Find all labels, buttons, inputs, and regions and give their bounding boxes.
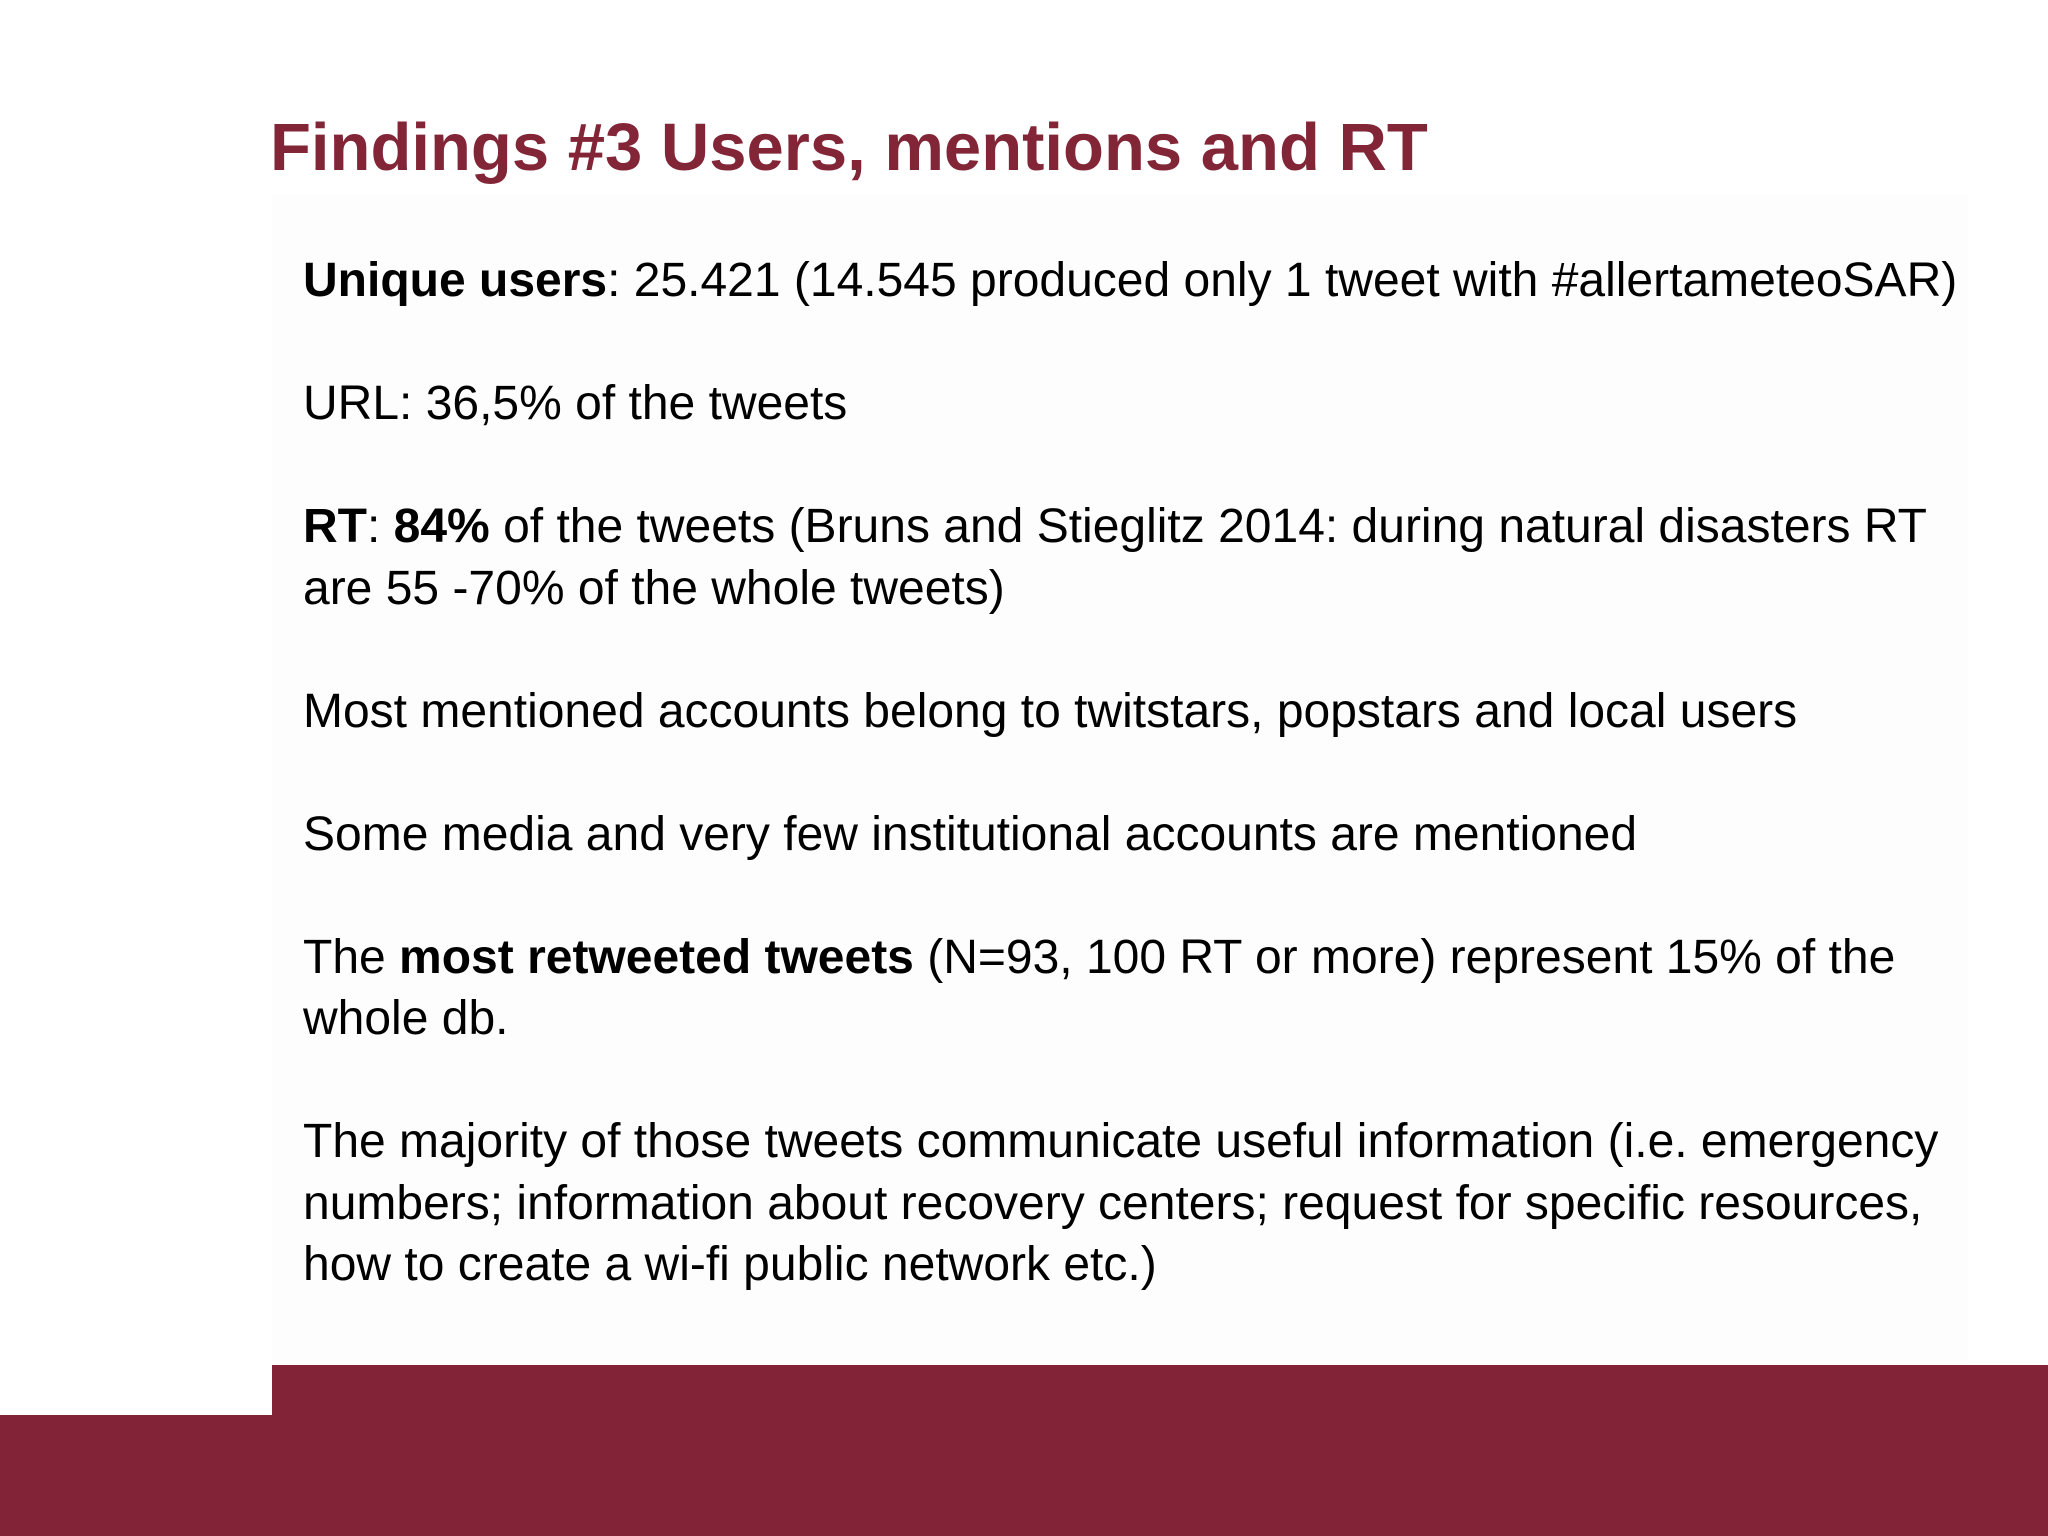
majority-text: The majority of those tweets communicate useful information (i.e. emergency numbers; information about recovery centers; request for specific resources, how to create a wi-fi public network etc.) bbox=[303, 1115, 1939, 1291]
slide-body bbox=[303, 250, 1983, 1296]
paragraph-mentioned-accounts bbox=[303, 681, 1983, 743]
unique-users-label: Unique users bbox=[303, 254, 608, 307]
paragraph-url bbox=[303, 373, 1983, 435]
rt-label: RT bbox=[303, 500, 367, 553]
paragraph-majority bbox=[303, 1111, 1983, 1296]
most-retweeted-prefix: The bbox=[303, 930, 400, 984]
paragraph-unique-users bbox=[303, 250, 1983, 312]
media-text: Some media and very few institutional accounts are mentioned bbox=[303, 807, 1638, 861]
unique-users-text: : 25.421 (14.545 produced only 1 tweet with #allertameteoSAR) bbox=[607, 254, 1958, 307]
footer-band-main bbox=[272, 1365, 2048, 1536]
rt-separator: : bbox=[366, 500, 394, 553]
most-retweeted-label: most retweeted tweets bbox=[399, 930, 914, 984]
slide-title: Findings #3 Users, mentions and RT bbox=[270, 110, 1428, 185]
url-text: URL: 36,5% of the tweets bbox=[303, 377, 848, 430]
paragraph-most-retweeted bbox=[303, 927, 1983, 1050]
paragraph-rt bbox=[303, 496, 1983, 619]
most-retweeted-text: (N=93, 100 RT or more) represent 15% of the whole db. bbox=[303, 930, 1896, 1045]
paragraph-media bbox=[303, 804, 1983, 866]
rt-text: of the tweets (Bruns and Stieglitz 2014: during natural disasters RT are 55 -70% of the whole tweets) bbox=[303, 500, 1927, 615]
rt-percent: 84% bbox=[393, 500, 490, 553]
mentioned-accounts-text: Most mentioned accounts belong to twitstars, popstars and local users bbox=[303, 684, 1798, 738]
